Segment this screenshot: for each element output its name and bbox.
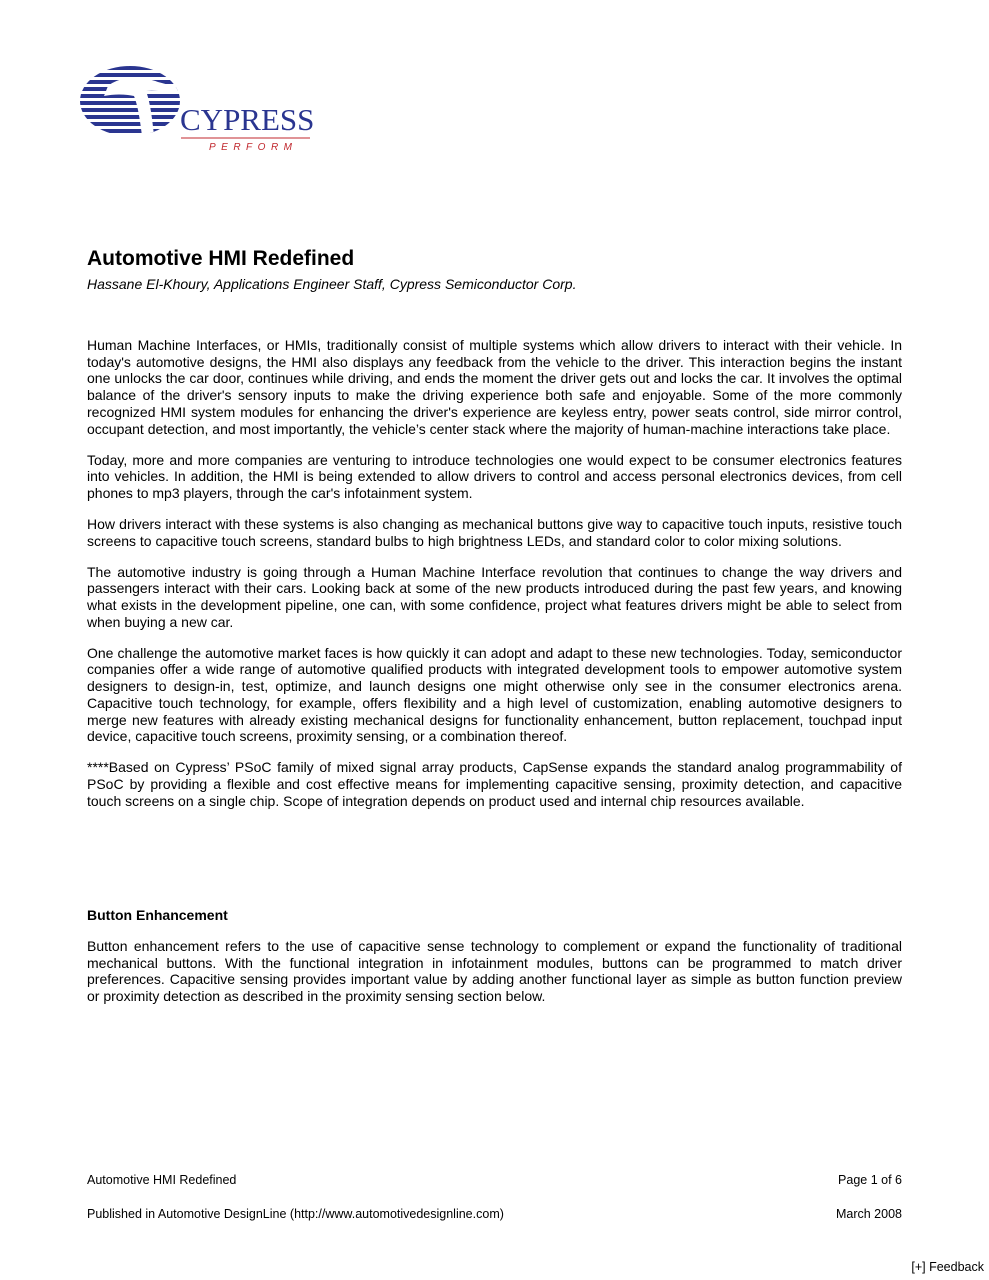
paragraph: Today, more and more companies are venturing to introduce technologies one would expect to be consumer electronics features into vehicles. In addition, the HMI is being extended to allow drivers to control and access personal electronics devices, from cell phones to mp3 players, through the car's infotainment system. [87,451,902,501]
logo-underline [80,64,320,164]
footer-page-number: Page 1 of 6 [838,1173,902,1187]
logo-wordmark: CYPRESS [180,102,315,137]
document-title: Automotive HMI Redefined [87,247,355,270]
feedback-link[interactable]: [+] Feedback [911,1260,984,1274]
section-paragraph: Button enhancement refers to the use of capacitive sense technology to complement or expand the functionality of traditional mechanical buttons. With the functional integration in infotainment modules, buttons can be programmed to match driver preferences. Capacitive sensing provides important value by adding another functional layer as simple as button function preview or proximity detection as described in the proximity sensing section below. [87,938,902,1005]
paragraph: Human Machine Interfaces, or HMIs, traditionally consist of multiple systems which allow drivers to interact with their vehicle. In today's automotive designs, the HMI also displays any feedback from the vehicle to the driver. This interaction begins the instant one unlocks the car door, continues while driving, and ends the moment the driver gets out and locks the car. It involves the optimal balance of the driver's sensory inputs to make the driving experience both safe and enjoyable. Some of the more commonly recognized HMI system modules for enhancing the driver's experience are keyless entry, power seats control, side mirror control, occupant detection, and most importantly, the vehicle’s center stack where the majority of human-machine interactions take place. [87,337,902,437]
paragraph: One challenge the automotive market faces is how quickly it can adopt and adapt to these new technologies. Today, semiconductor companies offer a wide range of automotive qualified products with integrated development tools to empower automotive system designers to design-in, test, optimize, and launch designs one might otherwise only see in the consumer electronics arena. Capacitive touch technology, for example, offers flexibility and a high level of customization, enabling automotive designers to merge new features with already existing mechanical designs for functionality enhancement, button replacement, touchpad input device, capacitive touch screens, proximity sensing, or a combination thereof. [87,644,902,745]
footer-publication: Published in Automotive DesignLine (http://www.automotivedesignline.com) [87,1207,504,1221]
article-body [87,337,902,824]
logo-tagline: PERFORM [209,142,298,153]
cypress-logo [80,64,320,164]
footer-doc-title: Automotive HMI Redefined [87,1173,237,1187]
section-heading: Button Enhancement [87,907,228,923]
footer-row-1 [87,1172,902,1188]
paragraph: How drivers interact with these systems is also changing as mechanical buttons give way to capacitive touch inputs, resistive touch screens to capacitive touch screens, standard bulbs to high brightness LEDs, and standard color to color mixing solutions. [87,515,902,549]
author-line: Hassane El-Khoury, Applications Engineer Staff, Cypress Semiconductor Corp. [87,276,577,292]
footer-date: March 2008 [835,1207,902,1221]
paragraph: ****Based on Cypress’ PSoC family of mixed signal array products, CapSense expands the standard analog programmability of PSoC by providing a flexible and cost effective means for implementing capacitive sensing, proximity detection, and capacitive touch screens on a single chip. Scope of integration depends on product used and internal chip resources available. [87,759,902,809]
paragraph: The automotive industry is going through a Human Machine Interface revolution that continues to change the way drivers and passengers interact with their cars. Looking back at some of the new products introduced during the past few years, and knowing what exists in the development pipeline, one can, with some confidence, project what features drivers might be able to select from when buying a new car. [87,563,902,630]
footer-row-2 [87,1206,902,1222]
